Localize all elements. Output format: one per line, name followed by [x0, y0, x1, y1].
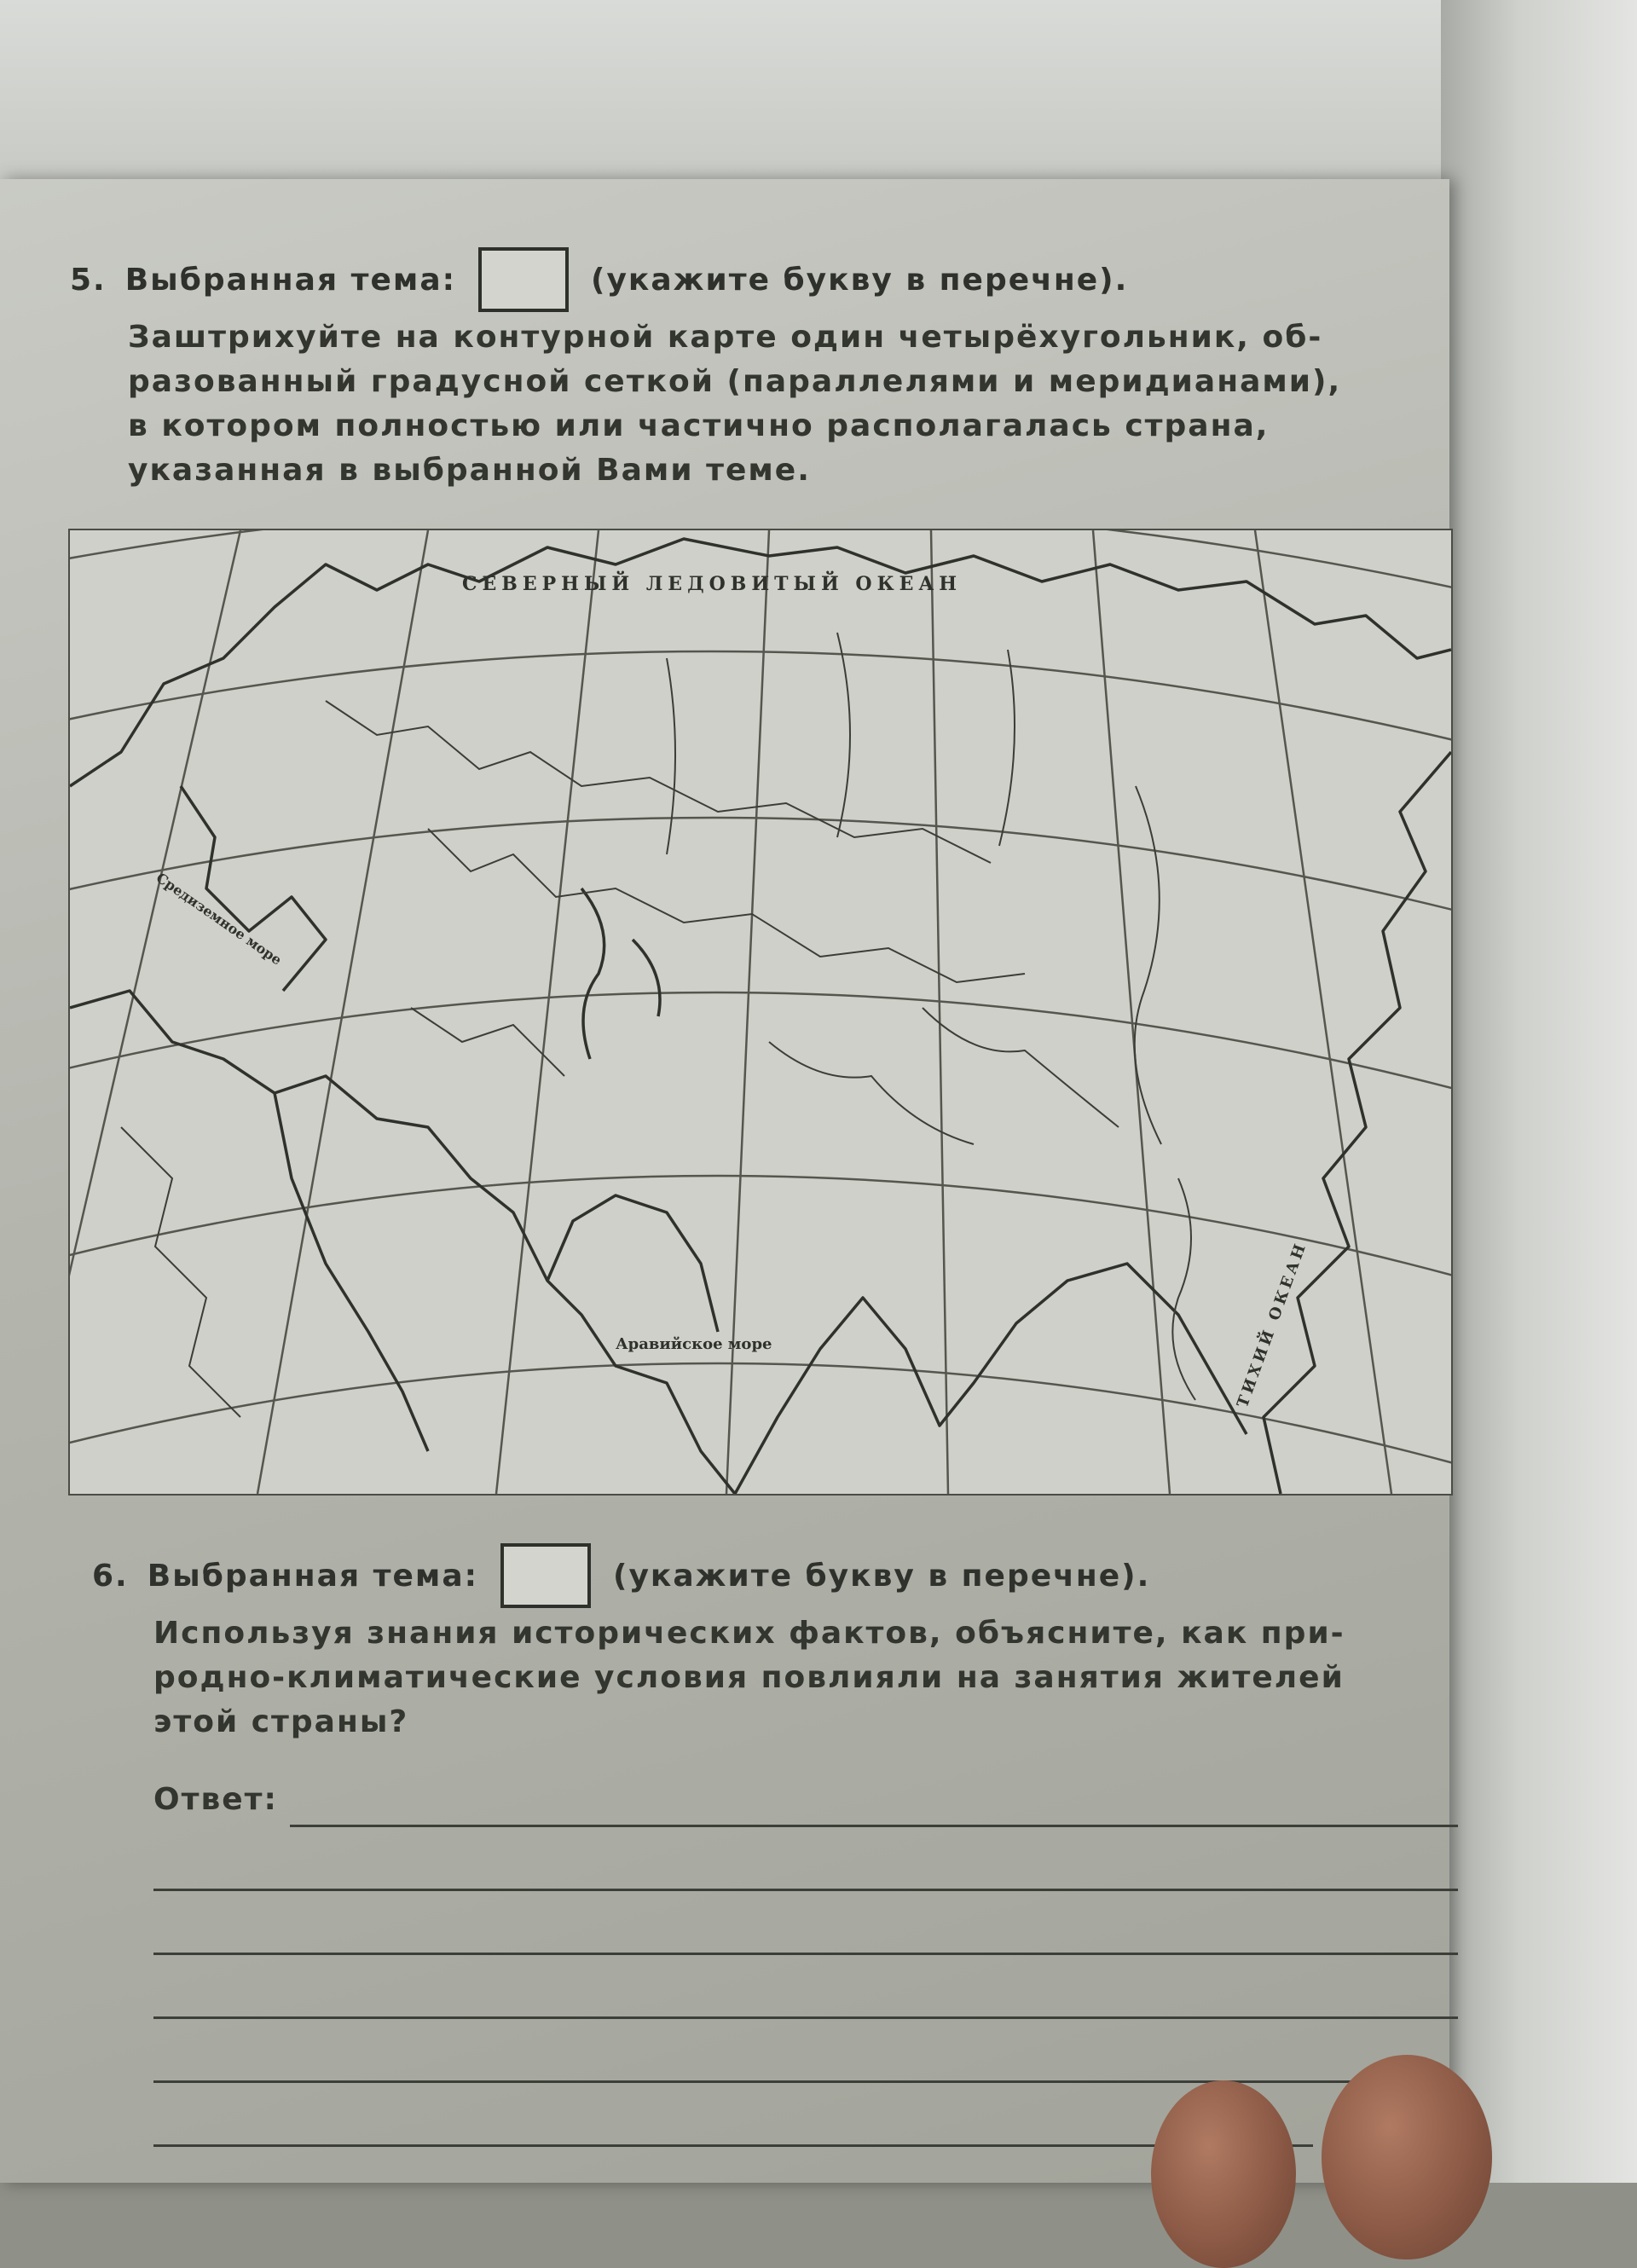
- finger-left: [1151, 2080, 1296, 2268]
- q5-line-2: разованный градусной сеткой (параллелями и меридианами),: [128, 364, 1342, 399]
- q5-answer-box[interactable]: [478, 247, 569, 312]
- q6-header: [92, 1543, 1150, 1608]
- q6-label: Выбранная тема:: [147, 1558, 479, 1594]
- contour-map-svg: [70, 530, 1451, 1494]
- label-arabian-sea: Аравийское море: [616, 1335, 772, 1353]
- q5-instructions: [128, 315, 1341, 493]
- q6-line-3: этой страны?: [153, 1704, 409, 1739]
- q5-line-3: в котором полностью или частично располагалась страна,: [128, 408, 1270, 443]
- answer-line-3[interactable]: [153, 1953, 1458, 1955]
- borders-rivers: [121, 633, 1195, 1417]
- answer-label: Ответ:: [153, 1782, 278, 1817]
- q5-label: Выбранная тема:: [124, 262, 457, 298]
- label-north-ocean: СЕВЕРНЫЙ ЛЕДОВИТЫЙ ОКЕАН: [462, 573, 963, 595]
- q5-hint: (укажите букву в перечне).: [591, 262, 1129, 298]
- q5-line-1: Заштрихуйте на контурной карте один четырёхугольник, об-: [128, 320, 1323, 355]
- finger-right: [1322, 2055, 1492, 2259]
- q6-number: 6.: [92, 1558, 129, 1594]
- q6-line-1: Используя знания исторических фактов, объясните, как при-: [153, 1616, 1345, 1651]
- q6-answer-box[interactable]: [500, 1543, 591, 1608]
- answer-line-2[interactable]: [153, 1889, 1458, 1891]
- q6-line-2: родно-климатические условия повлияли на занятия жителей: [153, 1660, 1345, 1695]
- answer-line-1[interactable]: [290, 1825, 1458, 1827]
- answer-line-4[interactable]: [153, 2016, 1458, 2019]
- label-med-sea: Средиземное море: [153, 869, 285, 969]
- map-labels: [153, 570, 1310, 1410]
- answer-line-6[interactable]: [153, 2144, 1313, 2147]
- label-pacific: ТИХИЙ ОКЕАН: [1233, 1238, 1311, 1410]
- q6-question: [153, 1611, 1345, 1744]
- q6-hint: (укажите букву в перечне).: [613, 1558, 1151, 1594]
- q5-line-4: указанная в выбранной Вами теме.: [128, 453, 811, 488]
- background-right: [1441, 0, 1637, 2183]
- answer-line-5[interactable]: [153, 2080, 1458, 2083]
- q5-number: 5.: [70, 262, 107, 298]
- q5-header: [70, 247, 1128, 312]
- contour-map[interactable]: [68, 529, 1453, 1496]
